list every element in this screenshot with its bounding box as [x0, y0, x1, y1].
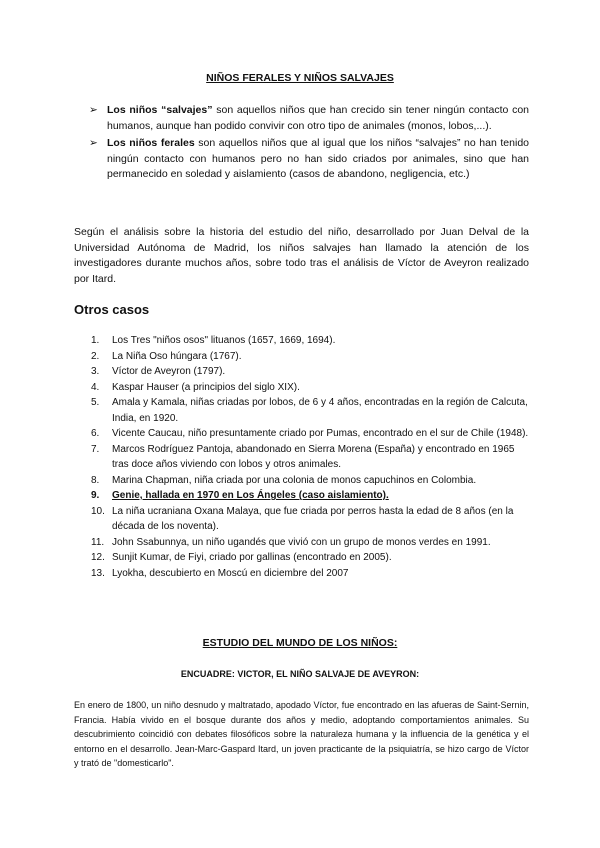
definitions-list: [89, 103, 529, 183]
list-text: Los Tres "niños osos" lituanos (1657, 1669, 1694).: [112, 335, 336, 346]
list-text: La niña ucraniana Oxana Malaya, que fue criada por perros hasta la edad de 8 años (en la década de los noventa).: [112, 505, 514, 532]
definition-term: Los niños ferales: [107, 137, 195, 149]
list-text: Víctor de Aveyron (1797).: [112, 366, 226, 377]
list-item: [91, 504, 531, 535]
list-item: [91, 333, 531, 349]
list-item: [91, 535, 531, 551]
definition-item: [89, 136, 529, 183]
document-title: NIÑOS FERALES Y NIÑOS SALVAJES: [206, 72, 394, 84]
cases-list: [91, 333, 531, 581]
list-number: 6.: [91, 428, 100, 439]
intro-paragraph: Según el análisis sobre la historia del estudio del niño, desarrollado por Juan Delval de la Universidad Autónoma de Madrid, los niños salvajes han llamado la atención de los investigadores durante muchos años, sobre todo tras el análisis de Víctor de Aveyron realizado por Itard.: [74, 226, 529, 285]
list-text: Sunjit Kumar, de Fiyi, criado por gallinas (encontrado en 2005).: [112, 552, 392, 563]
list-item: [91, 473, 531, 489]
encuadre-title: ENCUADRE: VICTOR, EL NIÑO SALVAJE DE AVEYRON:: [180, 669, 420, 679]
list-item: [91, 442, 531, 473]
list-number: 11.: [91, 536, 105, 548]
list-number: 8.: [91, 474, 100, 486]
list-number: 7.: [91, 443, 100, 455]
list-text: John Ssabunnya, un niño ugandés que vivió con un grupo de monos verdes en 1991.: [112, 536, 491, 548]
definition-item: [89, 103, 529, 134]
list-item: [91, 550, 531, 566]
list-item: [91, 364, 531, 380]
list-item: [91, 349, 531, 365]
definition-term: Los niños “salvajes”: [107, 104, 213, 116]
list-number: 13.: [91, 567, 105, 579]
list-text: Marcos Rodríguez Pantoja, abandonado en Sierra Morena (España) y encontrado en 1965 tras doce años viviendo con lobos y otros animales.: [112, 443, 515, 470]
definition-text: son aquellos niños que han crecido sin tener ningún contacto con humanos, aunque han podido convivir con otro tipo de animales (monos, lobos,...).: [107, 104, 529, 132]
list-text: Genie, hallada en 1970 en Los Ángeles (caso aislamiento).: [112, 490, 389, 501]
list-number: 9.: [91, 490, 100, 501]
arrow-bullet-icon: ➢: [89, 137, 98, 149]
list-item: [91, 426, 531, 442]
list-item: [91, 380, 531, 396]
list-text: Lyokha, descubierto en Moscú en diciembre del 2007: [112, 567, 349, 579]
list-text: Amala y Kamala, niñas criadas por lobos, de 6 y 4 años, encontradas en la región de Calcuta, India, en 1920.: [112, 397, 528, 424]
list-number: 1.: [91, 335, 100, 346]
list-item: [91, 395, 531, 426]
list-text: Vicente Caucau, niño presuntamente criado por Pumas, encontrado en el sur de Chile (1948).: [112, 428, 529, 439]
list-text: La Niña Oso húngara (1767).: [112, 350, 242, 362]
list-number: 5.: [91, 397, 100, 408]
list-text: Kaspar Hauser (a principios del siglo XIX).: [112, 381, 300, 393]
list-number: 10.: [91, 505, 105, 517]
list-number: 3.: [91, 366, 100, 377]
section-title: ESTUDIO DEL MUNDO DE LOS NIÑOS:: [202, 637, 398, 649]
list-number: 2.: [91, 350, 100, 362]
otros-casos-heading: Otros casos: [74, 302, 150, 317]
definition-text: son aquellos niños que al igual que los niños “salvajes” no han tenido ningún contacto con humanos pero no han sido criados por animales, sino que han permanecido en soledad y aislamiento (casos de abandono, negligencia, etc.): [107, 137, 529, 180]
list-item-highlighted: [91, 488, 531, 504]
list-item: [91, 566, 531, 582]
list-number: 4.: [91, 381, 100, 393]
list-number: 12.: [91, 552, 105, 563]
list-text: Marina Chapman, niña criada por una colonia de monos capuchinos en Colombia.: [112, 474, 477, 486]
arrow-bullet-icon: ➢: [89, 104, 98, 116]
final-paragraph: En enero de 1800, un niño desnudo y maltratado, apodado Víctor, fue encontrado en las afueras de Saint-Sernin, Francia. Había vivido en el bosque durante dos años y medio, adoptando comportamientos animales. Su descubrimiento coincidió con debates filosóficos sobre la naturaleza humana y la influencia de la genética y el entorno en el desarrollo. Jean-Marc-Gaspard Itard, un joven practicante de la psiquiatría, se hizo cargo de Víctor y trató de "domesticarlo".: [74, 700, 529, 768]
